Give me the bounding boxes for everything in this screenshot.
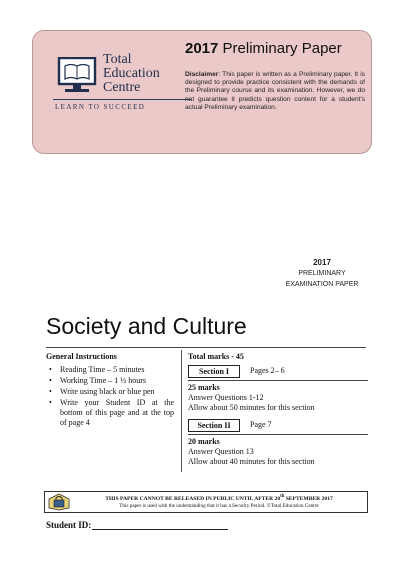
section-header	[188, 365, 368, 379]
exam-year: 2017	[313, 258, 331, 267]
student-id-label: Student ID:	[46, 520, 92, 530]
security-notice-main	[73, 494, 365, 502]
exam-label-line1: PRELIMINARY	[298, 270, 346, 277]
section-time: Allow about 40 minutes for this section	[188, 457, 315, 466]
security-notice-sub: This paper is used with the understanding that it has a Security Period. ©Total Education Centre	[119, 503, 319, 509]
notice-text: THIS PAPER CANNOT BE RELEASED IN PUBLIC UNTIL AFTER 20	[105, 495, 281, 502]
section-label: Section II	[188, 419, 240, 432]
computer-book-icon	[53, 57, 99, 97]
section-questions: Answer Question 13	[188, 447, 254, 456]
brand-name-line: Education	[103, 66, 160, 81]
section-label: Section I	[188, 365, 240, 378]
section-questions: Answer Questions 1-12	[188, 393, 264, 402]
instruction-item: • Reading Time – 5 minutes	[46, 365, 174, 375]
brand-name	[103, 53, 195, 95]
section-header	[188, 419, 368, 433]
instructions-heading: General Instructions	[46, 352, 117, 361]
paper-title-text: Preliminary Paper	[222, 40, 342, 57]
disclaimer-text: : This paper is written as a Preliminary paper. It is designed to provide practice consistent with the demands of the Preliminary course and its examination. However, we do not guarantee it predicts question content for a student's actual Preliminary examination.	[185, 71, 365, 111]
subject-title: Society and Culture	[46, 313, 247, 339]
brand-tagline: LEARN TO SUCCEED	[55, 103, 146, 111]
disclaimer	[185, 71, 365, 112]
instruction-item: • Write using black or blue pen	[46, 387, 174, 397]
instruction-item: • Working Time – 1 ½ hours	[46, 376, 174, 386]
section-time: Allow about 50 minutes for this section	[188, 403, 315, 412]
marks-summary	[188, 352, 368, 467]
section-marks: 25 marks	[188, 383, 220, 392]
general-instructions	[46, 352, 174, 429]
notice-text-end: SEPTEMBER 2017	[284, 495, 333, 502]
section-pages: Pages 2– 6	[250, 366, 285, 375]
paper-title	[185, 40, 342, 57]
section-marks: 20 marks	[188, 437, 220, 446]
exam-label	[276, 257, 368, 290]
instructions-list	[46, 365, 174, 428]
total-marks: Total marks - 45	[188, 352, 244, 361]
brand-logo	[53, 51, 193, 115]
column-divider	[181, 350, 182, 472]
notice-superscript: th	[280, 494, 285, 499]
brand-name-line: Total	[103, 52, 132, 67]
disclaimer-label: Disclaimer	[185, 71, 219, 78]
security-notice	[44, 491, 368, 513]
header-panel	[32, 30, 372, 154]
student-id-field[interactable]	[92, 529, 228, 530]
paper-year: 2017	[185, 40, 219, 57]
section-divider	[188, 380, 368, 381]
brand-name-line: Centre	[103, 80, 141, 95]
brand-divider	[53, 99, 191, 100]
exam-label-line2: EXAMINATION PAPER	[285, 281, 359, 288]
instruction-item: • Write your Student ID at the bottom of this page and at the top of page 4	[46, 398, 174, 428]
security-lock-icon	[48, 493, 70, 511]
section-pages: Page 7	[250, 420, 272, 429]
section-divider	[188, 434, 368, 435]
subject-divider	[46, 347, 366, 348]
